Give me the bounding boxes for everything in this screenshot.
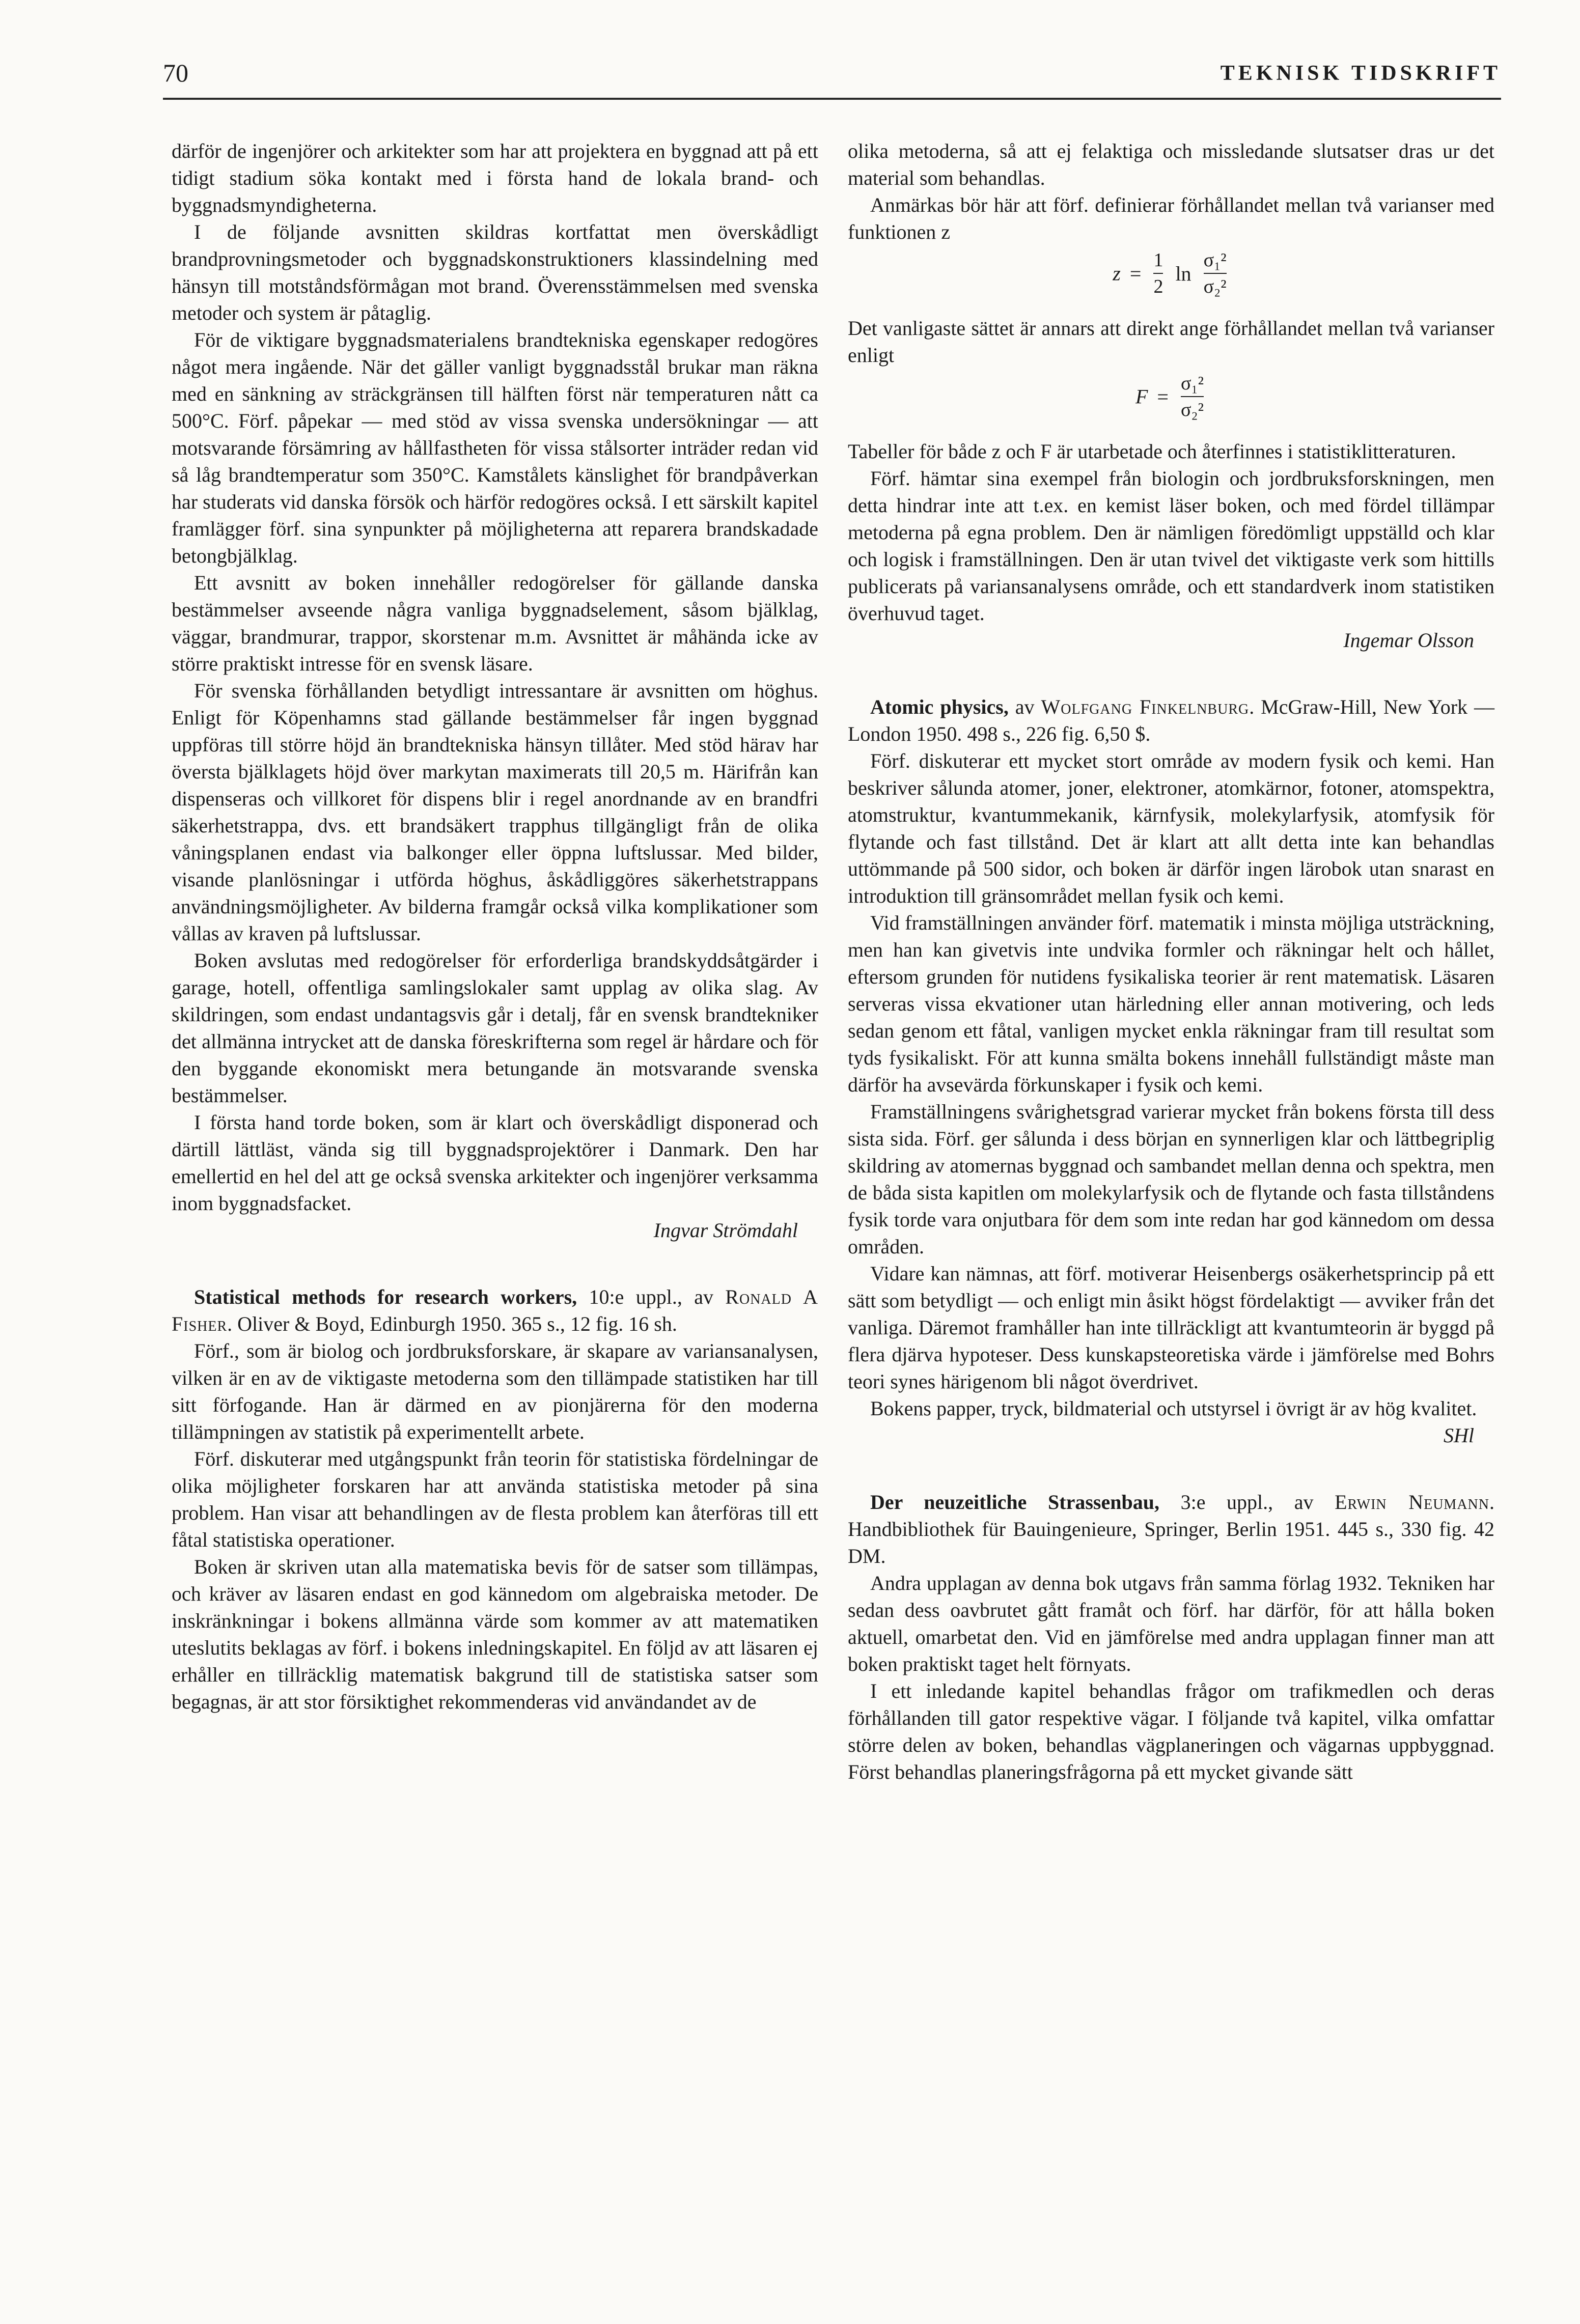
- paragraph: För svenska förhållanden betydligt intressantare är avsnitten om höghus. Enligt för Köpenhamns stad gällande bestämmelser får ingen byggnad uppföras till större höjd än brandtekniska hänsyn tillåter. Med stöd härav har översta bjälklagets höjd över markytan maximerats till 20,5 m. Härifrån kan dispenseras och villkoret för dispens blir i regel anordnande av en brandfri säkerhetstrappa, dvs. ett brandsäkert trapphus tillgängligt från de olika våningsplanen endast via balkonger eller öppna luftslussar. Med bilder, visande planlösningar i utförda höghus, åskådliggöres säkerhetstrappans användningsmöjligheter. Av bilderna framgår också vilka komplikationer som vållas av kraven på luftslussar.: [172, 679, 818, 945]
- paragraph: Bokens papper, tryck, bildmaterial och utstyrsel i övrigt är av hög kvalitet.: [870, 1397, 1477, 1420]
- book-title: Statistical methods for research workers,: [194, 1285, 577, 1308]
- book-byline: av: [1008, 695, 1041, 718]
- paragraph: För de viktigare byggnadsmaterialens brandtekniska egenskaper redogöres något mera ingående. När det gäller vanligt byggnadsstål brukar man räkna med en sänkning av sträckgränsen till hälften först när temperaturen nått ca 500°C. Förf. påpekar — med stöd av vissa svenska undersökningar — att motsvarande försämring av hållfastheten för vissa stålsorter inträder redan vid så låg brandtemperatur som 350°C. Kamstålets känslighet för brandpåverkan har studerats vid danska försök och härför redogöres också. I ett särskilt kapitel framlägger förf. sina synpunkter på möjligheterna att reparera brandskadade betongbjälklag.: [172, 328, 818, 567]
- book-citation: [172, 1283, 818, 1337]
- fraction: [1181, 372, 1204, 422]
- paragraph: Anmärkas bör här att förf. definierar förhållandet mellan två varianser med funktionen z: [848, 193, 1494, 243]
- paragraph: Andra upplagan av denna bok utgavs från samma förlag 1932. Tekniken har sedan dess oavbrutet gått framåt och förf. har därför, för att hålla boken aktuell, omarbetat den. Vid en jämförelse med andra upplagan finner man att boken praktiskt taget helt förnyats.: [848, 1572, 1494, 1675]
- reviewer-signature: Ingemar Olsson: [1343, 629, 1474, 652]
- paragraph: I första hand torde boken, som är klart och överskådligt disponerad och därtill lättläst, vända sig till byggnadsprojektörer i Danmark. Den har emellertid en hel del att ge också svenska arkitekter och ingenjörer verksamma inom byggnadsfacket.: [172, 1111, 818, 1215]
- book-title: Atomic physics,: [870, 695, 1009, 718]
- reviewer-signature: Ingvar Strömdahl: [653, 1219, 798, 1242]
- denominator: σ₂²: [1180, 399, 1204, 421]
- paragraph: Förf. hämtar sina exempel från biologin och jordbruksforskningen, men detta hindrar inte att t.ex. en kemist läser boken, och med fördel tillämpar metoderna på egna problem. Den är nämligen föredömligt uppställd och klar och logisk i framställningen. Den är utan tvivel det viktigaste verk som hittills publicerats på variansanalysens område, och ett standardverk inom statistiken överhuvud taget.: [848, 467, 1494, 625]
- paragraph: Förf. diskuterar med utgångspunkt från teorin för statistiska fördelningar de olika möjligheter forskaren har att använda statistiska metoder på sina problem. Han visar att behandlingen av de flesta problem kan återföras till ett fåtal statistiska operationer.: [172, 1447, 818, 1551]
- paragraph: Ett avsnitt av boken innehåller redogörelser för gällande danska bestämmelser avseende några vanliga byggnadselement, såsom bjälklag, väggar, brandmurar, trappor, skorstenar m.m. Avsnittet är måhända icke av större praktiskt intresse för en svensk läsare.: [172, 571, 818, 675]
- paragraph: Framställningens svårighetsgrad varierar mycket från bokens första till dess sista sida. Förf. ger sålunda i dess början en synnerligen klar och lättbegriplig skildring av atomernas byggnad och sambandet mellan denna och spektra, men de båda sista kapitlen om molekylarfysik och de flytande och fasta tillståndens fysik torde vara onjutbara för dem som inte redan har god kännedom om dessa områden.: [848, 1100, 1494, 1258]
- book-publication: . McGraw-Hill, New York — London 1950. 498 s., 226 fig. 6,50 $.: [848, 695, 1494, 745]
- book-edition: 10:e uppl., av: [577, 1285, 726, 1308]
- paragraph: Vidare kan nämnas, att förf. motiverar Heisenbergs osäkerhetsprincip på ett sätt som betydligt — och enligt min åsikt högst fördelaktigt — avviker från det vanliga. Däremot framhåller han inte tillräckligt att kvantumteorin är byggd på flera djärva hypoteser. Dess kunskapsteoretiska värde i jämförelse med Bohrs teori synes härigenom bli något överdrivet.: [848, 1262, 1494, 1393]
- paragraph: Vid framställningen använder förf. matematik i minsta möjliga utsträckning, men han kan givetvis inte undvika formler och räkningar helt och hållet, eftersom grunden för nutidens fysikaliska teorier är rent matematisk. Läsaren serveras vissa ekvationer utan härledning eller annan motivering, och leds sedan genom ett fåtal, vanligen mycket enkla räkningar fram till resultat som tyds fysikaliskt. För att kunna smälta bokens innehåll fullständigt måste man därför ha avsevärda förkunskaper i fysik och kemi.: [848, 911, 1494, 1096]
- journal-title: TEKNISK TIDSKRIFT: [1220, 62, 1501, 85]
- book-publication: . Handbibliothek für Bauingenieure, Springer, Berlin 1951. 445 s., 330 fig. 42 DM.: [848, 1491, 1494, 1567]
- paragraph: Förf., som är biolog och jordbruksforskare, är skapare av variansanalysen, vilken är en av de viktigaste metoderna som den tillämpade statistiken har till sitt förfogande. Han är därmed en av pionjärerna för den moderna tillämpningen av statistik på experimentellt arbete.: [172, 1339, 818, 1443]
- denominator: 2: [1153, 276, 1163, 297]
- reviewer-signature: SHl: [1444, 1424, 1474, 1447]
- header-rule: [163, 98, 1501, 100]
- book-title: Der neuzeitliche Strassenbau,: [870, 1491, 1159, 1514]
- book-edition: 3:e uppl., av: [1159, 1491, 1335, 1514]
- book-citation: [848, 1489, 1494, 1570]
- paragraph: därför de ingenjörer och arkitekter som har att projektera en byggnad att på ett tidigt stadium söka kontakt med i första hand de lokala brand- och byggnadsmyndigheterna.: [172, 139, 818, 216]
- paragraph: olika metoderna, så att ej felaktiga och missledande slutsatser dras ur det material som behandlas.: [848, 139, 1494, 189]
- paragraph: I ett inledande kapitel behandlas frågor om trafikmedlen och deras förhållanden till gator respektive vägar. I följande två kapitel, vilka omfattar större delen av boken, behandlas vägplaneringen och vägarnas uppbyggnad. Först behandlas planeringsfrågorna på ett mycket givande sätt: [848, 1679, 1494, 1783]
- book-author: Erwin Neumann: [1335, 1491, 1489, 1514]
- book-citation: [848, 693, 1494, 747]
- book-publication: . Oliver & Boyd, Edinburgh 1950. 365 s., 12 fig. 16 sh.: [227, 1312, 677, 1335]
- paragraph: Tabeller för både z och F är utarbetade och återfinnes i statistiklitteraturen.: [848, 440, 1456, 463]
- page-number: 70: [163, 59, 188, 87]
- formula-symbol: F: [1135, 385, 1148, 408]
- paragraph: Boken är skriven utan alla matematiska bevis för de satser som tillämpas, och kräver av läsaren endast en god kännedom om algebraiska metoder. De inskränkningar i bokens allmänna värde som kommer av att matematiken uteslutits beklagas av förf. i bokens inledningskapitel. En följd av att läsaren ej erhåller en tillräcklig matematisk bakgrund till de statistiska satser som begagnas, är att stor försiktighet rekommenderas vid användandet av de: [172, 1555, 818, 1713]
- denominator: σ₂²: [1203, 276, 1227, 297]
- formula-f: [848, 372, 1494, 433]
- numerator: σ₁²: [1180, 373, 1204, 394]
- paragraph: Boken avslutas med redogörelser för erforderliga brandskyddsåtgärder i garage, hotell, offentliga samlingslokaler samt upplag av olika slag. Av skildringen, som endast undantagsvis går i detalj, får en svensk brandtekniker det allmänna intrycket att de danska föreskrifterna som regel är hårdare och för den byggande ekonomiskt mera betungande än motsvarande svenska bestämmelser.: [172, 949, 818, 1107]
- formula-operator: =: [1157, 385, 1169, 408]
- formula-operator: =: [1129, 262, 1142, 285]
- running-header: [163, 55, 1501, 96]
- formula-ln: ln: [1175, 262, 1191, 285]
- paragraph: I de följande avsnitten skildras kortfattat men överskådligt brandprovningsmetoder och byggnadskonstruktioners klassindelning med hänsyn till motståndsförmågan mot brand. Överensstämmelsen med svenska metoder och system är påtaglig.: [172, 220, 818, 324]
- formula-symbol: z: [1113, 262, 1121, 285]
- right-column: [848, 137, 1494, 1785]
- fraction: [1153, 248, 1163, 298]
- paragraph: Förf. diskuterar ett mycket stort område av modern fysik och kemi. Han beskriver sålunda atomer, joner, elektroner, atomkärnor, fotoner, atomspektra, atomstruktur, kvantummekanik, kärnfysik, molekylarfysik, atomfysik för flytande och fast tillstånd. Det är klart att allt detta inte kan behandlas uttömmande på 500 sidor, och boken är därför ingen lärobok utan snarast en introduktion till gränsområdet mellan fysik och kemi.: [848, 749, 1494, 907]
- numerator: 1: [1153, 249, 1163, 271]
- left-column: [172, 137, 818, 1715]
- formula-z: [848, 248, 1494, 310]
- book-author: Wolfgang Finkelnburg: [1041, 695, 1250, 718]
- paragraph: Det vanligaste sättet är annars att direkt ange förhållandet mellan två varianser enligt: [848, 317, 1494, 367]
- numerator: σ₁²: [1203, 249, 1227, 271]
- book-author: Ronald A Fisher: [172, 1285, 818, 1335]
- fraction: [1204, 248, 1227, 298]
